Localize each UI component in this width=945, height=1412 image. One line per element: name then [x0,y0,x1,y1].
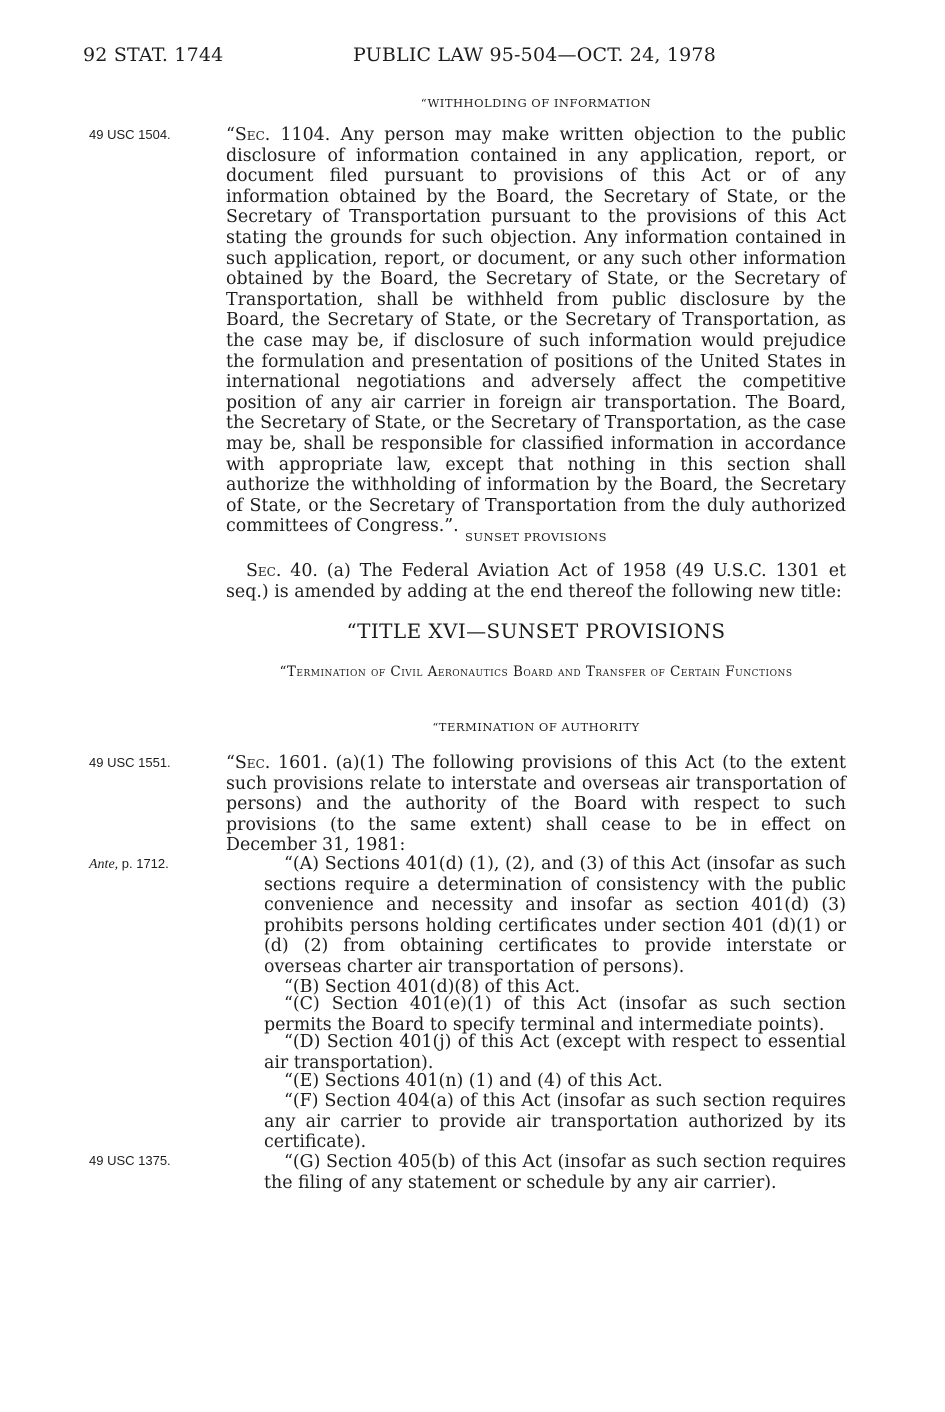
list-item-b: “(B) Section 401(d)(8) of this Act. [284,977,580,997]
margin-note-1504: 49 USC 1504. [89,127,171,142]
section-1601-paragraph [226,753,846,856]
statute-citation-header: 92 STAT. 1744 [83,44,224,66]
section-1601-text: 1601. (a)(1) The following provisions of this Act (to the extent such provisions relate to interstate and overseas air transportation of persons) and the authority of the Board with respect to such provisions (to the same extent) shall cease to be in effect on December 31, 1981: [226,753,846,856]
list-item-d: “(D) Section 401(j) of this Act (except with respect to essential air transportation). [264,1032,846,1073]
title-xvi-heading: “TITLE XVI—SUNSET PROVISIONS [346,619,726,643]
section-40-label: Sec. [246,561,282,581]
list-item-e: “(E) Sections 401(n) (1) and (4) of this Act. [284,1071,663,1091]
public-law-header: PUBLIC LAW 95-504—OCT. 24, 1978 [353,44,717,66]
margin-note-ante [89,856,169,873]
section-40-paragraph [226,561,846,602]
section-1104-text: 1104. Any person may make written objection to the public disclosure of information contained in any application, report, or document filed pursuant to provisions of this Act or of any information obtained by the Board, the Secretary of State, or the Secretary of Transportation pursuant to the provisions of this Act stating the grounds for such objection. Any information contained in such application, report, or document, or any such other information obtained by the Board, the Secretary of State, or the Secretary of Transportation, shall be withheld from public disclosure by the Board, the Secretary of State, or the Secretary of Transportation, as the case may be, if disclosure of such information would prejudice the formulation and presentation of positions of the United States in international negotiations and adversely affect the competitive position of any air carrier in foreign air transportation. The Board, the Secretary of State, or the Secretary of Transportation, as the case may be, shall be responsible for classified information in accordance with appropriate law, except that nothing in this section shall authorize the withholding of information by the Board, the Secretary of State, or the Secretary of Transportation from the duly authorized committees of Congress.”. [226,125,846,537]
margin-note-1551: 49 USC 1551. [89,755,171,770]
termination-subtitle: “Termination of Civil Aeronautics Board and Transfer of Certain Functions [279,664,793,680]
section-1601-label: “Sec. [226,753,271,773]
section-1104-label: “Sec. [226,125,271,145]
list-item-a: “(A) Sections 401(d) (1), (2), and (3) of this Act (insofar as such sections require a determination of consistency with the public convenience and necessity and insofar as section 401(d) (3) prohibits persons holding certificates under section 401 (d)(1) or (d) (2) from obtaining certificates to provide interstate or overseas charter air transportation of persons). [264,854,846,977]
withholding-heading: “WITHHOLDING OF INFORMATION [420,96,652,110]
sunset-provisions-heading: SUNSET PROVISIONS [465,530,607,544]
list-item-c: “(C) Section 401(e)(1) of this Act (insofar as such section permits the Board to specify terminal and intermediate points). [264,994,846,1035]
section-1104-paragraph [226,125,846,537]
section-40-text: 40. (a) The Federal Aviation Act of 1958 (49 U.S.C. 1301 et seq.) is amended by adding at the end thereof the following new title: [226,561,846,602]
margin-note-1375: 49 USC 1375. [89,1153,171,1168]
list-item-g: “(G) Section 405(b) of this Act (insofar as such section requires the filing of any statement or schedule by any air carrier). [264,1152,846,1193]
ante-italic: Ante, [89,857,119,872]
termination-of-authority-heading: “TERMINATION OF AUTHORITY [432,720,640,734]
list-item-f: “(F) Section 404(a) of this Act (insofar as such section requires any air carrier to provide air transportation authorized by its certificate). [264,1091,846,1153]
ante-page: p. 1712. [118,856,169,871]
